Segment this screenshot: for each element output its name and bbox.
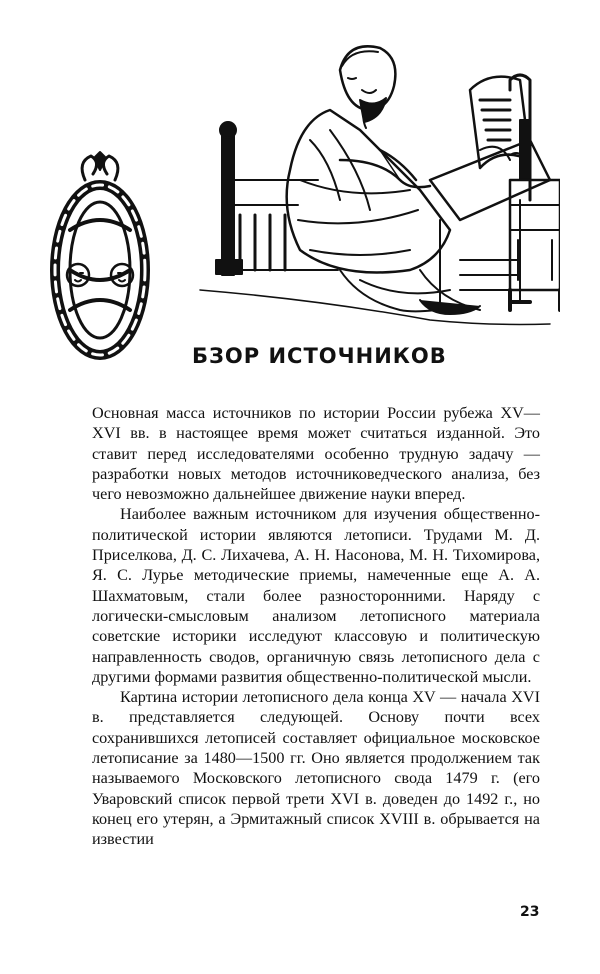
cabinet-icon bbox=[510, 180, 560, 310]
section-heading: БЗОР ИСТОЧНИКОВ bbox=[192, 344, 447, 368]
ornamental-initial-o-icon bbox=[55, 152, 145, 355]
body-text bbox=[92, 403, 540, 850]
paragraph-2: Наиболее важным источником для изучения общественно-политической истории являются летописи. Трудами М. Д. Приселкова, Д. С. Лихачева, А. Н. Насонова, М. Н. Тихомирова, Я. С. Лурье методические приемы, намеченные еще А. А. Шахматовым, стали более разносторонними. Наряду с логически-смысловым анализом летописного материала советские историки исследуют классовую и политическую направленность сводов, органичную связь летописного дела с другими формами развития общественно-политической мысли. bbox=[92, 505, 540, 686]
page-number: 23 bbox=[520, 904, 540, 920]
writing-desk-icon bbox=[430, 140, 550, 310]
paragraph-1: Основная масса источников по истории России рубежа XV—XVI вв. в настоящее время может считаться изданной. Это ставит перед исследователями особенно трудную задачу — разработки новых методов источниковедческого анализа, без чего невозможно дальнейшее движение науки вперед. bbox=[92, 404, 540, 504]
scribe-illustration bbox=[40, 30, 560, 370]
paragraph-3: Картина истории летописного дела конца XV — начала XVI в. представляется следующей. Основу почти всех сохранившихся летописей составляет официальное московское летописание за 1480—1500 гг. Оно является продолжением так называемого Московского летописного свода 1479 г. (его Уваровский список первой трети XVI в. доведен до 1492 г., но конец его утерян, а Эрмитажный список XVIII в. обрывается на известии bbox=[92, 688, 540, 849]
